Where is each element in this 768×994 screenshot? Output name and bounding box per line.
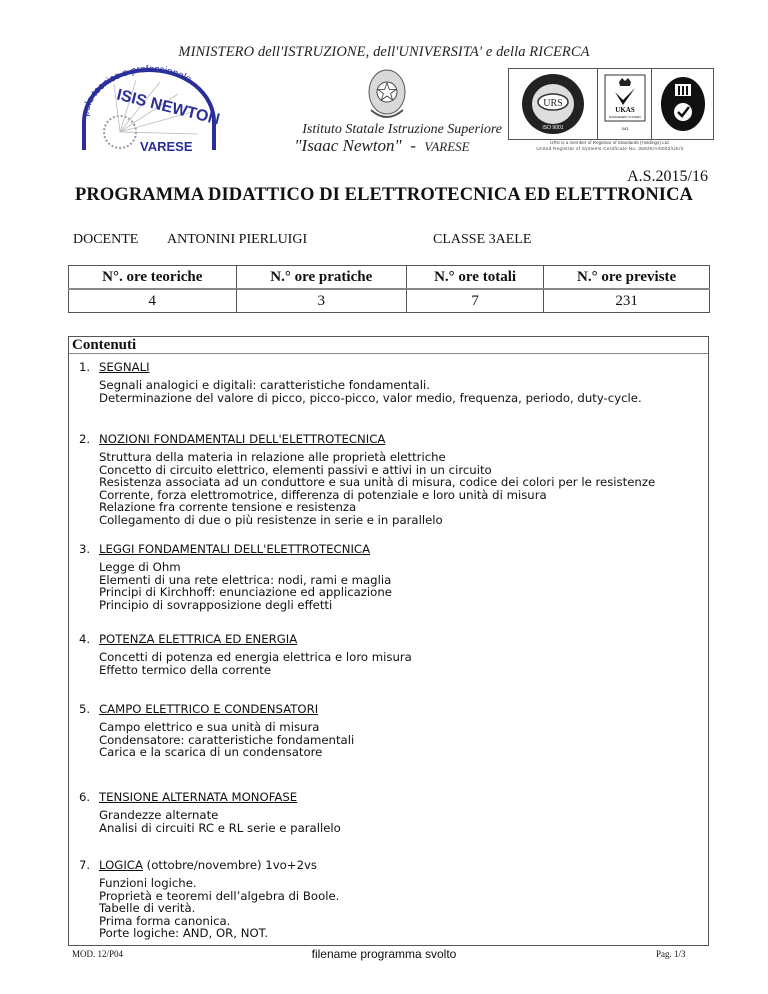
section-body [99,651,699,676]
header-total-hours: N.° ore totali [406,266,543,290]
institute-name-block [262,122,502,156]
institute-name: "Isaac Newton" [294,136,402,155]
value-total-hours: 7 [406,289,543,313]
section-number: 5. [79,702,91,716]
section-title: TENSIONE ALTERNATA MONOFASE [99,790,298,804]
urs-iso-badge [509,69,598,139]
institute-type: Istituto Statale Istruzione Superiore [302,122,502,137]
section-heading [79,789,699,805]
section-title: LOGICA [99,858,143,872]
quality-medal-badge [652,69,713,139]
institute-city: VARESE [424,139,470,154]
school-logo [74,62,224,154]
logo-arc-text: polo tecnico e professionale [80,63,194,118]
section-line: Concetti di potenza ed energia elettrica e loro misura [99,650,412,664]
content-section [79,431,699,526]
section-body [99,721,699,759]
value-theory-hours: 4 [69,289,237,313]
teacher-label: DOCENTE [73,232,139,247]
section-line: Segnali analogici e digitali: caratteristiche fondamentali. [99,378,430,392]
section-line: Effetto termico della corrente [99,662,272,677]
section-line: Prima forma canonica. [99,913,231,928]
section-line: Principi di Kirchhoff: enunciazione ed applicazione [99,585,392,599]
section-line: Resistenza associata ad un conduttore e sua unità di misura, codice dei colori per le resistenze [99,475,656,489]
section-line: Legge di Ohm [99,560,181,574]
cert-caption-line1: URS is a member of Registrar of Standards (Holdings) Ltd. [550,140,670,145]
section-line: Analisi di circuiti RC e RL serie e parallelo [99,820,341,835]
content-section [79,631,699,676]
section-line: Campo elettrico e sua unità di misura [99,720,320,734]
section-body [99,561,699,611]
iso-label: ISO 9001 [542,125,564,131]
section-heading [79,857,699,873]
ukas-badge [598,69,652,139]
value-planned-hours: 231 [544,289,710,313]
class-label: CLASSE 3AELE [433,232,532,247]
section-line: Tabelle di verità. [99,901,196,915]
header-theory-hours: N°. ore teoriche [69,266,237,290]
ministry-heading: MINISTERO dell'ISTRUZIONE, dell'UNIVERSITA' e della RICERCA [178,44,590,60]
section-heading [79,701,699,717]
section-heading [79,541,699,557]
section-line: Principio di sovrapposizione degli effetti [99,597,333,612]
certification-logos [508,68,714,140]
certification-caption [500,140,720,152]
ukas-number: 043 [621,126,628,131]
section-line: Determinazione del valore di picco, picco-picco, valor medio, frequenza, periodo, duty-cycle. [99,390,642,405]
school-year: A.S.2015/16 [627,168,708,185]
content-section [79,789,699,834]
section-line: Condensatore: caratteristiche fondamentali [99,732,355,747]
section-number: 1. [79,360,91,374]
document-title: PROGRAMMA DIDATTICO DI ELETTROTECNICA ED ELETTRONICA [74,185,693,205]
section-line: Grandezze alternate [99,808,219,822]
teacher-name: ANTONINI PIERLUIGI [167,232,308,247]
footer-filename: filename programma svolto [311,947,457,961]
value-practice-hours: 3 [236,289,406,313]
hours-value-row [69,289,710,313]
logo-city: VARESE [140,139,193,154]
header-planned-hours: N.° ore previste [544,266,710,290]
section-line: Proprietà e teoremi dell’algebra di Boole. [99,888,340,903]
section-line: Relazione fra corrente tensione e resistenza [99,500,357,514]
section-heading [79,359,699,375]
institute-name-line [262,136,502,156]
section-title: SEGNALI [99,360,150,374]
hours-table [68,265,710,313]
cert-caption-line2: United Registrar of Systems Certificate No. 35920/A/0002/UK/it [536,146,684,151]
section-body [99,451,699,526]
urs-iso9001-seal-icon [518,72,588,136]
content-section [79,359,699,404]
section-title: NOZIONI FONDAMENTALI DELL'ELETTROTECNICA [99,432,386,446]
contents-heading: Contenuti [69,337,708,354]
isis-newton-logo-icon [74,62,224,154]
quality-medal-check-icon [658,74,708,134]
section-heading [79,631,699,647]
footer-page-number: Pag. 1/3 [656,949,686,959]
section-line: Porte logiche: AND, OR, NOT. [99,926,269,940]
content-section [79,857,699,940]
section-line: Collegamento di due o più resistenze in serie e in parallelo [99,512,443,527]
section-title: POTENZA ELETTRICA ED ENERGIA [99,632,298,646]
header-practice-hours: N.° ore pratiche [236,266,406,290]
section-line: Struttura della materia in relazione alle proprietà elettriche [99,450,446,464]
section-heading [79,431,699,447]
content-section [79,701,699,759]
republic-star-emblem-icon [357,66,417,126]
section-line: Concetto di circuito elettrico, elementi passivi e attivi in un circuito [99,462,492,477]
section-line: Funzioni logiche. [99,876,197,890]
urs-label: URS [543,98,563,109]
institute-separator: - [410,136,416,155]
section-title: CAMPO ELETTRICO E CONDENSATORI [99,702,319,716]
ukas-label: UKAS [614,106,635,114]
ukas-sub: MANAGEMENT SYSTEMS [608,116,641,119]
section-note: (ottobre/novembre) 1vo+2vs [142,858,318,872]
contents-box [68,336,709,946]
content-section [79,541,699,611]
section-title: LEGGI FONDAMENTALI DELL'ELETTROTECNICA [99,542,371,556]
section-body [99,379,699,404]
section-body [99,809,699,834]
footer-module-code: MOD. 12/P04 [72,949,124,959]
italian-republic-emblem [357,66,417,126]
section-line: Corrente, forza elettromotrice, differenza di potenziale e loro unità di misura [99,487,547,502]
section-number: 6. [79,790,91,804]
section-number: 7. [79,858,91,872]
section-line: Elementi di una rete elettrica: nodi, rami e maglia [99,572,392,587]
section-body [99,877,699,940]
ukas-crown-tick-icon [602,72,648,136]
logo-name: ISIS NEWTON [114,86,222,129]
section-number: 2. [79,432,91,446]
section-number: 4. [79,632,91,646]
section-line: Carica e la scarica di un condensatore [99,745,323,759]
hours-header-row [69,266,710,290]
section-number: 3. [79,542,91,556]
